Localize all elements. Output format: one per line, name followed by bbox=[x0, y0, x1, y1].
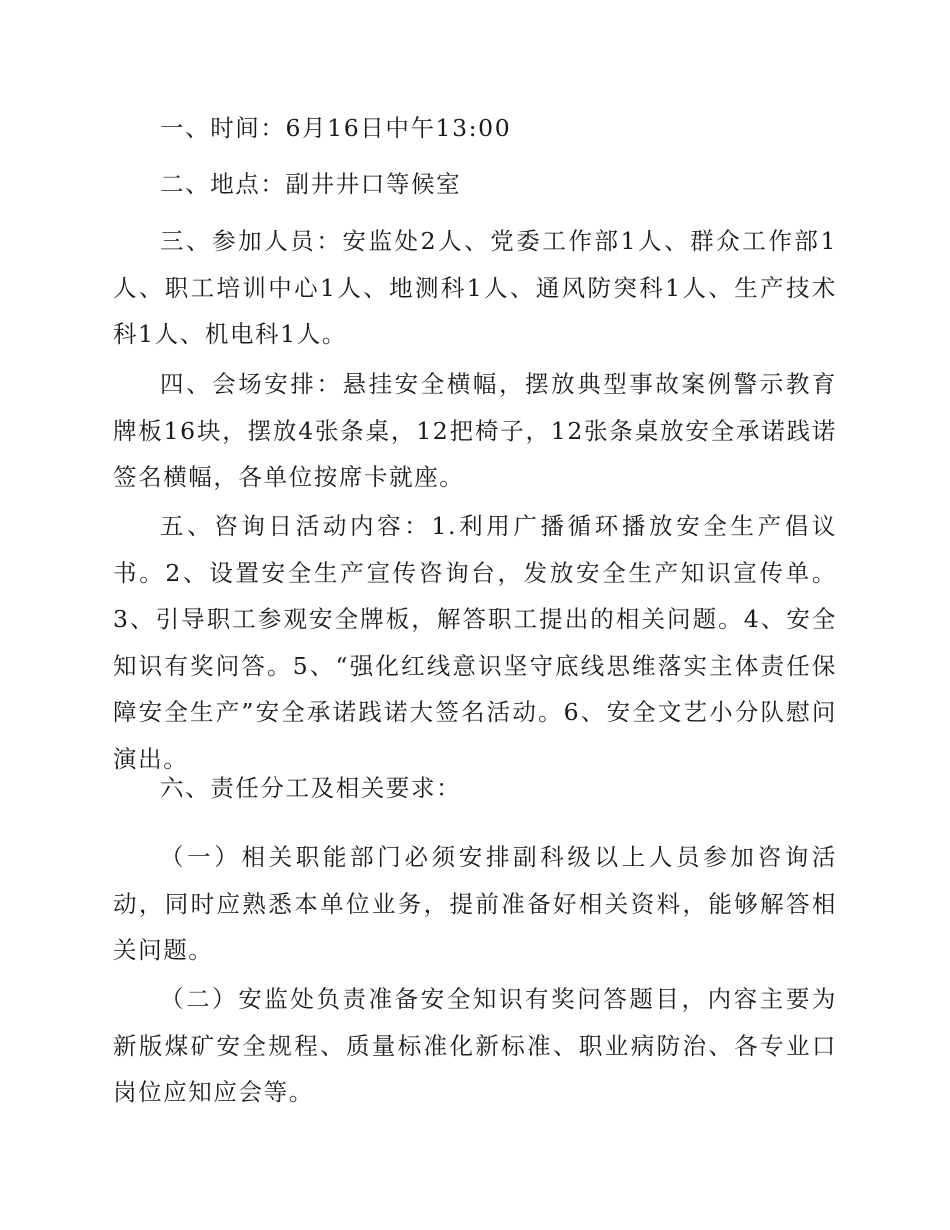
paragraph-participants: 三、参加人员：安监处2人、党委工作部1人、群众工作部1人、职工培训中心1人、地测科1人、通风防突科1人、生产技术科1人、机电科1人。 bbox=[113, 227, 837, 348]
paragraph-activities: 五、咨询日活动内容：1.利用广播循环播放安全生产倡议书。2、设置安全生产宣传咨询台，发放安全生产知识宣传单。3、引导职工参观安全牌板，解答职工提出的相关问题。4、安全知识有奖问答。5、“强化红线意识坚守底线思维落实主体责任保障安全生产”安全承诺践诺大签名活动。6、安全文艺小分队慰问演出。 bbox=[113, 512, 837, 773]
paragraph-requirement-1: （一）相关职能部门必须安排副科级以上人员参加咨询活动，同时应熟悉本单位业务，提前准备好相关资料，能够解答相关问题。 bbox=[113, 843, 837, 964]
paragraph-venue: 四、会场安排：悬挂安全横幅，摆放典型事故案例警示教育牌板16块，摆放4张条桌，12把椅子，12张条桌放安全承诺践诺签名横幅，各单位按席卡就座。 bbox=[113, 370, 837, 491]
paragraph-requirement-2: （二）安监处负责准备安全知识有奖问答题目，内容主要为新版煤矿安全规程、质量标准化新标准、职业病防治、各专业口岗位应知应会等。 bbox=[113, 985, 837, 1106]
paragraph-time: 一、时间：6月16日中午13:00 bbox=[160, 114, 512, 142]
paragraph-location: 二、地点：副井井口等候室 bbox=[160, 170, 462, 198]
paragraph-responsibilities-heading: 六、责任分工及相关要求： bbox=[160, 774, 462, 802]
